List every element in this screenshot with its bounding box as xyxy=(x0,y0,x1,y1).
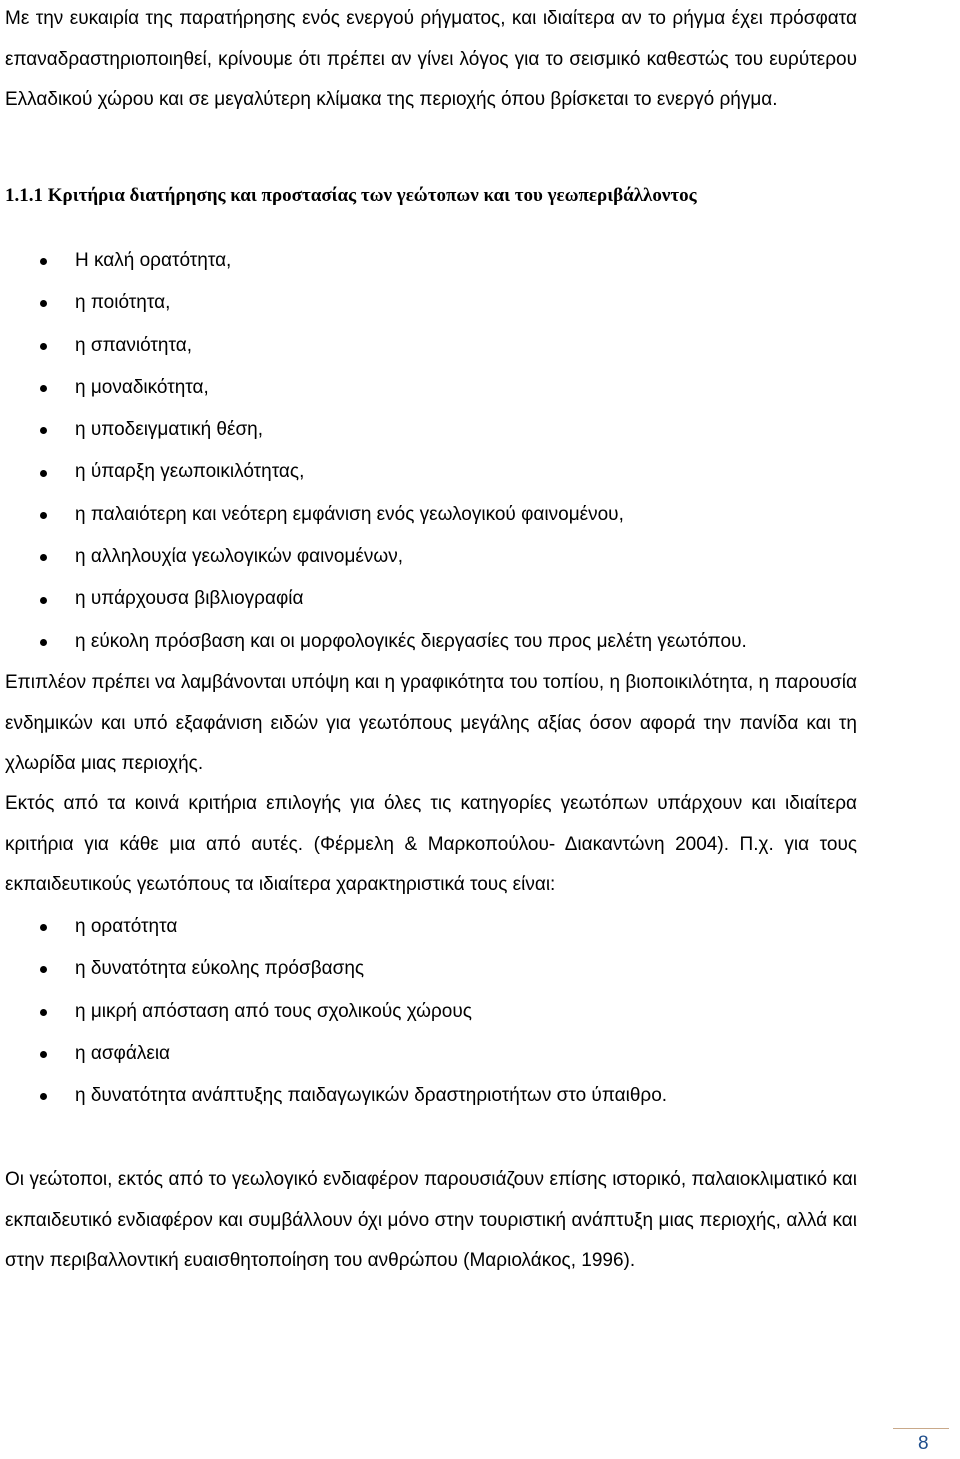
bullet-icon xyxy=(40,470,47,477)
list-item: η αλληλουχία γεωλογικών φαινομένων, xyxy=(0,536,900,578)
intro-paragraph: Με την ευκαιρία της παρατήρησης ενός ενεργού ρήγματος, και ιδιαίτερα αν το ρήγμα έχει πρόσφατα επαναδραστηριοποιηθεί, κρίνουμε ότι πρέπει αν γίνει λόγος για το σεισμικό καθεστώς του ευρύτερου Ελλαδικού χώρου και σε μεγαλύτερη κλίμακα της περιοχής όπου βρίσκεται το ενεργό ρήγμα. xyxy=(5,8,857,110)
page-number: 8 xyxy=(918,1433,929,1454)
bullet-icon xyxy=(40,924,47,931)
list-item: η δυνατότητα εύκολης πρόσβασης xyxy=(0,948,900,990)
bullet-icon xyxy=(40,343,47,350)
list-item: η μοναδικότητα, xyxy=(0,367,900,409)
educational-criteria-list xyxy=(0,906,900,1117)
list-item: Η καλή ορατότητα, xyxy=(0,240,900,282)
list-item: η σπανιότητα, xyxy=(0,325,900,367)
list-item: η ορατότητα xyxy=(0,906,900,948)
bullet-icon xyxy=(40,300,47,307)
section-heading: 1.1.1 Κριτήρια διατήρησης και προστασίας των γεώτοπων και του γεωπεριβάλλοντος xyxy=(5,185,697,206)
bullet-icon xyxy=(40,597,47,604)
bullet-icon xyxy=(40,512,47,519)
list-item: η υποδειγματική θέση, xyxy=(0,409,900,451)
list-item: η ασφάλεια xyxy=(0,1033,900,1075)
closing-paragraph: Οι γεώτοποι, εκτός από το γεωλογικό ενδιαφέρον παρουσιάζουν επίσης ιστορικό, παλαιοκλιματικό και εκπαιδευτικό ενδιαφέρον και συμβάλλουν όχι μόνο στην τουριστική ανάπτυξη μιας περιοχής, αλλά και στην περιβαλλοντική ευαισθητοποίηση του ανθρώπου (Μαριολάκος, 1996). xyxy=(5,1169,857,1271)
list-item: η ύπαρξη γεωποικιλότητας, xyxy=(0,451,900,493)
bullet-icon xyxy=(40,1009,47,1016)
criteria-list xyxy=(0,240,900,663)
list-item: η ποιότητα, xyxy=(0,282,900,324)
list-item: η εύκολη πρόσβαση και οι μορφολογικές διεργασίες του προς μελέτη γεωτόπου. xyxy=(0,621,900,663)
bullet-icon xyxy=(40,258,47,265)
footer-rule xyxy=(893,1428,949,1429)
bullet-icon xyxy=(40,554,47,561)
list-item: η μικρή απόσταση από τους σχολικούς χώρους xyxy=(0,991,900,1033)
list-item: η δυνατότητα ανάπτυξης παιδαγωγικών δραστηριοτήτων στο ύπαιθρο. xyxy=(0,1075,900,1117)
list-item: η υπάρχουσα βιβλιογραφία xyxy=(0,578,900,620)
bullet-icon xyxy=(40,385,47,392)
list-item: η παλαιότερη και νεότερη εμφάνιση ενός γεωλογικού φαινομένου, xyxy=(0,494,900,536)
bullet-icon xyxy=(40,427,47,434)
bullet-icon xyxy=(40,1051,47,1058)
general-criteria-paragraph: Εκτός από τα κοινά κριτήρια επιλογής για όλες τις κατηγορίες γεωτόπων υπάρχουν και ιδιαίτερα κριτήρια για κάθε μια από αυτές. (Φέρμελη & Μαρκοπούλου- Διακαντώνη 2004). Π.χ. για τους εκπαιδευτικούς γεωτόπους τα ιδιαίτερα χαρακτηριστικά τους είναι: xyxy=(5,793,857,895)
bullet-icon xyxy=(40,966,47,973)
bullet-icon xyxy=(40,1093,47,1100)
bullet-icon xyxy=(40,639,47,646)
additional-criteria-paragraph: Επιπλέον πρέπει να λαμβάνονται υπόψη και η γραφικότητα του τοπίου, η βιοποικιλότητα, η παρουσία ενδημικών και υπό εξαφάνιση ειδών για γεωτόπους μεγάλης αξίας όσον αφορά την πανίδα και τη χλωρίδα μιας περιοχής. xyxy=(5,672,857,774)
